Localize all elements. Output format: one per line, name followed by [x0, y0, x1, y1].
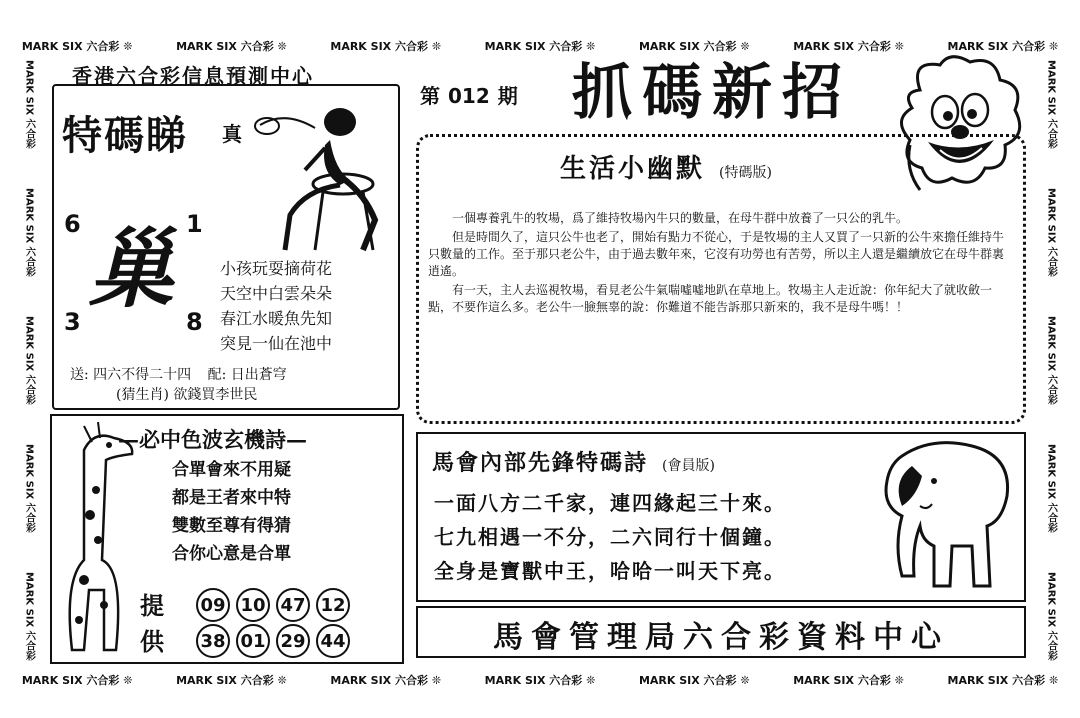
story-paragraph: 有一天，主人去巡視牧場，看見老公牛氣喘噓噓地趴在草地上。牧場主人走近說：你年紀大了就收斂一點，不要作這么多。老公牛一臉無辜的說：你難道不能告訴那只新來的，我不是母牛嗎！！ — [428, 283, 993, 314]
issue-number — [420, 80, 518, 109]
border-label: MARK SIX 六合彩 — [1045, 59, 1057, 149]
match-label: 配: — [207, 367, 227, 383]
border-label: MARK SIX 六合彩 ❊ — [793, 40, 904, 53]
lottery-number: 12 — [316, 588, 350, 622]
figure-illustration-icon — [245, 100, 395, 260]
send-label: 送: — [70, 367, 89, 383]
poem-line: 小孩玩耍摘荷花 — [220, 259, 333, 278]
lottery-number: 44 — [316, 624, 350, 658]
giraffe-icon — [54, 420, 144, 656]
border-label: MARK SIX 六合彩 ❊ — [484, 40, 596, 53]
footer-banner-text: 馬會管理局六合彩資料中心 — [493, 620, 949, 655]
border-label: MARK SIX 六合彩 ❊ — [947, 674, 1059, 687]
lottery-number: 38 — [196, 624, 230, 658]
border-label: MARK SIX 六合彩 ❊ — [793, 674, 904, 687]
humor-subtitle: (特碼版) — [719, 165, 772, 181]
border-label: MARK SIX 六合彩 ❊ — [330, 40, 442, 53]
issue-suffix: 期 — [497, 84, 518, 108]
big-character: 巢 — [88, 219, 174, 320]
bottom-border — [0, 668, 1080, 692]
poem-line: 突見一仙在池中 — [220, 334, 333, 353]
issue-value: 012 — [448, 84, 490, 108]
story-paragraph: 一個專養乳牛的牧場，爲了維持牧場內牛只的數量，在母牛群中放養了一只公的乳牛。 — [452, 211, 909, 225]
number-row-2 — [196, 624, 356, 658]
lottery-number: 01 — [236, 624, 270, 658]
send-row — [70, 364, 287, 384]
tema-poem — [220, 256, 332, 356]
main-title: 抓碼新招 — [572, 58, 852, 128]
border-label: MARK SIX 六合彩 ❊ — [484, 674, 596, 687]
border-label: MARK SIX 六合彩 ❊ — [21, 40, 133, 53]
provide-label: 供 — [140, 627, 164, 656]
border-label: MARK SIX 六合彩 ❊ — [638, 40, 750, 53]
send-text: 四六不得二十四 — [93, 367, 192, 383]
lottery-number: 10 — [236, 588, 270, 622]
pioneer-header — [432, 446, 715, 477]
elephant-icon — [872, 436, 1020, 596]
left-border — [18, 40, 40, 680]
poem-line: 全身是寶獸中王，哈哈一叫天下亮。 — [434, 559, 786, 583]
provide-label: 提 — [140, 591, 164, 620]
corner-number: 3 — [64, 308, 81, 336]
lottery-number: 47 — [276, 588, 310, 622]
poem-line: 一面八方二千家，連四緣起三十來。 — [434, 491, 786, 515]
pioneer-subtitle: (會員版) — [662, 458, 715, 474]
border-label: MARK SIX 六合彩 ❊ — [330, 674, 442, 687]
border-label: MARK SIX 六合彩 ❊ — [947, 40, 1059, 53]
border-label: MARK SIX 六合彩 ❊ — [176, 674, 287, 687]
poem-line: 春江水暖魚先知 — [220, 309, 333, 328]
border-label: MARK SIX 六合彩 — [1045, 315, 1057, 405]
border-label: MARK SIX 六合彩 ❊ — [176, 40, 287, 53]
guess-row — [116, 384, 257, 404]
lottery-number: 29 — [276, 624, 310, 658]
poem-line: 合單會來不用疑 — [172, 460, 291, 480]
poem-line: 天空中白雲朵朵 — [220, 284, 333, 303]
poem-line: 合你心意是合單 — [172, 544, 291, 564]
border-label: MARK SIX 六合彩 — [23, 571, 35, 661]
humor-story — [428, 210, 1010, 318]
issue-prefix: 第 — [420, 84, 440, 108]
border-label: MARK SIX 六合彩 — [23, 443, 35, 533]
match-text: 日出蒼穹 — [230, 367, 287, 383]
border-label: MARK SIX 六合彩 — [23, 59, 35, 149]
story-paragraph: 但是時間久了，這只公牛也老了，開始有點力不從心，于是牧場的主人又買了一只新的公牛來擔任維持牛只數量的工作。至于那只老公牛，由于過去數年來，它沒有功勞也有苦勞，所以主人還是繼續放它在母牛群裏逍遙。 — [428, 230, 1005, 278]
corner-number: 6 — [64, 210, 81, 238]
poem-line: 七九相遇一不分，二六同行十個鐘。 — [434, 525, 786, 549]
right-border — [1040, 40, 1062, 680]
pioneer-title: 馬會內部先鋒特碼詩 — [432, 450, 649, 476]
wave-poem — [172, 456, 291, 568]
lottery-number: 09 — [196, 588, 230, 622]
border-label: MARK SIX 六合彩 — [23, 187, 35, 277]
humor-header — [560, 148, 772, 185]
tema-title: 特碼睇 — [62, 112, 188, 159]
poem-line: 都是王者來中特 — [172, 488, 291, 508]
border-label: MARK SIX 六合彩 ❊ — [21, 674, 133, 687]
poem-line: 雙數至尊有得猜 — [172, 516, 291, 536]
border-label: MARK SIX 六合彩 — [1045, 443, 1057, 533]
corner-number: 8 — [186, 308, 203, 336]
border-label: MARK SIX 六合彩 — [1045, 571, 1057, 661]
pioneer-poem — [434, 486, 786, 588]
corner-number: 1 — [186, 210, 203, 238]
center-name: 香港六合彩信息預測中心 — [72, 64, 314, 88]
guess-text: 欲錢買李世民 — [173, 387, 258, 403]
number-row-1 — [196, 588, 356, 622]
border-label: MARK SIX 六合彩 — [1045, 187, 1057, 277]
guess-label: (猜生肖) — [116, 387, 169, 403]
border-label: MARK SIX 六合彩 — [23, 315, 35, 405]
border-label: MARK SIX 六合彩 ❊ — [638, 674, 750, 687]
wave-title: —必中色波玄機詩— — [118, 427, 307, 452]
humor-title: 生活小幽默 — [560, 154, 706, 184]
tema-zhen: 真 — [222, 122, 242, 146]
